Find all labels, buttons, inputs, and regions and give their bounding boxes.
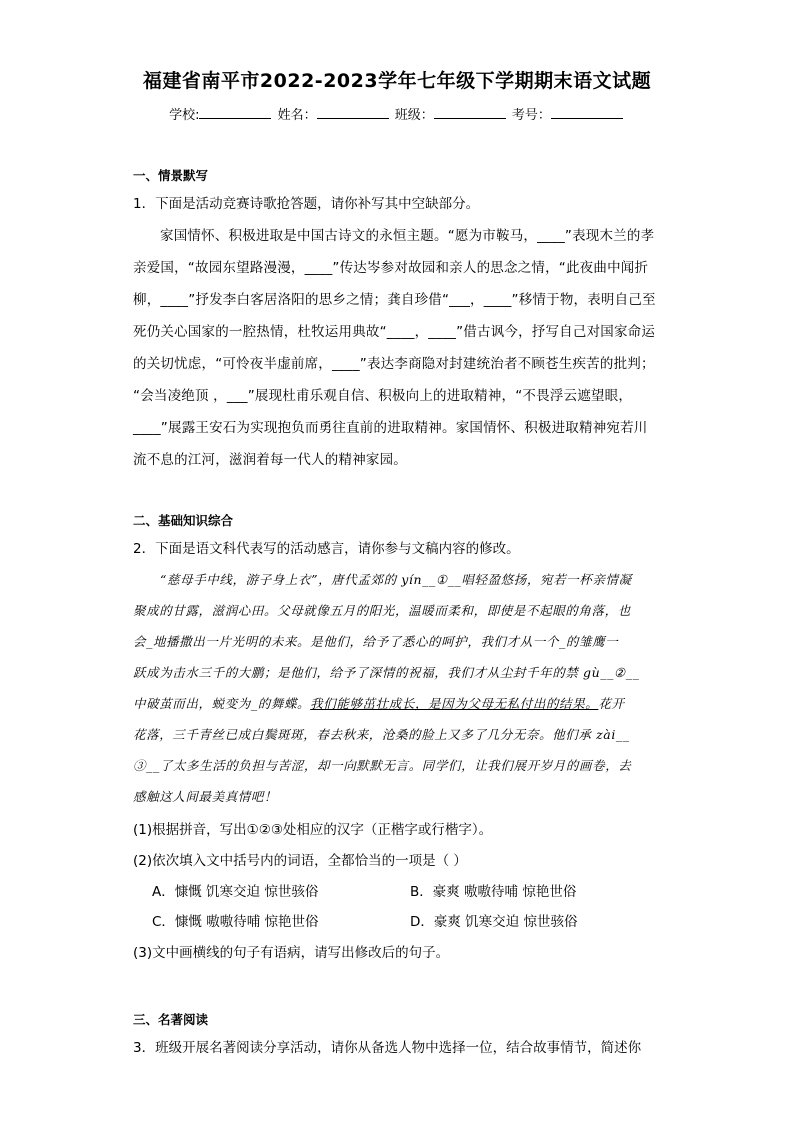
section3-heading: 三、名著阅读: [133, 1012, 209, 1027]
q1-text-line: 流不息的江河，滋润着每一代人的精神家园。: [133, 452, 407, 468]
q1-text-line: 家国情怀、积极进取是中国古诗文的永恒主题。“愿为市鞍马，____”表现木兰的孝: [160, 228, 655, 244]
q1-text-line: 的关切忧虑，“可怜夜半虚前席，____”表达李商隐对封建统治者不顾苍生疾苦的批判；: [133, 356, 655, 372]
section1-heading: 一、情景默写: [133, 168, 209, 183]
class-blank[interactable]: [434, 106, 506, 119]
q1-text-line: “会当凌绝顶 ，___”展现杜甫乐观自信、积极向上的进取精神，“不畏浮云遮望眼，: [133, 388, 633, 404]
name-label: 姓名：: [277, 108, 317, 123]
q1-text-line: 死仍关心国家的一腔热情，杜牧运用典故“____，____”借古讽今，抒写自己对国家命运: [133, 324, 656, 340]
q2-passage-line: 聚成的甘露，滋润心田。父母就像五月的阳光，温暖而柔和，即使是不起眼的角落，也: [133, 603, 631, 618]
q2-passage-line: 会_地播撒出一片光明的未来。是他们，给予了悉心的呵护，我们才从一个_的雏鹰一: [133, 634, 619, 649]
q2-passage-line-underlined: 中破茧而出，蜕变为_的舞蝶。我们能够茁壮成长，是因为父母无私付出的结果。花开: [133, 696, 625, 711]
q2-passage-line: 跃成为击水三千的大鹏；是他们，给予了深情的祝福，我们才从尘封千年的禁 gù__②__: [133, 665, 640, 680]
q2-sub3: (3)文中画横线的句子有语病，请写出修改后的句子。: [133, 945, 450, 961]
option-b[interactable]: B．豪爽 嗷嗷待哺 惊艳世俗: [410, 884, 577, 900]
question3-prompt: 3．班级开展名著阅读分享活动，请你从备选人物中选择一位，结合故事情节，简述你: [133, 1040, 642, 1056]
exam-title: 福建省南平市2022-2023学年七年级下学期期末语文试题: [142, 70, 652, 92]
section2-heading: 二、基础知识综合: [133, 513, 234, 528]
question2-prompt: 2．下面是语文科代表写的活动感言，请你参与文稿内容的修改。: [133, 541, 520, 557]
class-label: 班级：: [394, 108, 434, 123]
q1-text-line: 亲爱国，“故园东望路漫漫，____”传达岑参对故园和亲人的思念之情，“此夜曲中闻折: [133, 260, 649, 276]
school-blank[interactable]: [199, 106, 271, 119]
q2-passage-line: 感触这人间最美真情吧！: [133, 789, 278, 804]
q2-passage-line: ③__了太多生活的负担与苦涩，却一向默默无言。同学们，让我们展开岁月的画卷，去: [133, 758, 632, 773]
q2-sub1: (1)根据拼音，写出①②③处相应的汉字（正楷字或行楷字）。: [133, 822, 493, 838]
option-a[interactable]: A．慷慨 饥寒交迫 惊世骇俗: [152, 884, 319, 900]
name-blank[interactable]: [317, 106, 389, 119]
student-info-fields: [0, 104, 794, 123]
exam-number-blank[interactable]: [551, 106, 623, 119]
option-c[interactable]: C．慷慨 嗷嗷待哺 惊艳世俗: [152, 914, 319, 930]
q2-passage-line: 花落，三千青丝已成白鬓斑斑，春去秋来，沧桑的脸上又多了几分无奈。他们承 zài__: [133, 727, 630, 742]
underlined-error-sentence: 我们能够茁壮成长，是因为父母无私付出的结果。: [310, 696, 599, 711]
q1-text-line: ____”展露王安石为实现抱负而勇往直前的进取精神。家国情怀、积极进取精神宛若川: [133, 420, 648, 436]
question1-prompt: 1．下面是活动竞赛诗歌抢答题，请你补写其中空缺部分。: [133, 196, 480, 212]
exam-number-label: 考号：: [511, 108, 551, 123]
q1-text-line: 柳，____”抒发李白客居洛阳的思乡之情；龚自珍借“___，____”移情于物，表明自己至: [133, 292, 656, 308]
option-d[interactable]: D．豪爽 饥寒交迫 惊世骇俗: [410, 914, 578, 930]
q2-passage-line: “慈母手中线，游子身上衣”，唐代孟郊的 yín__①__唱轻盈悠扬，宛若一杯亲情凝: [160, 572, 632, 587]
q2-sub2: (2)依次填入文中括号内的词语，全都恰当的一项是（ ）: [133, 853, 467, 869]
school-label: 学校:: [169, 108, 200, 123]
